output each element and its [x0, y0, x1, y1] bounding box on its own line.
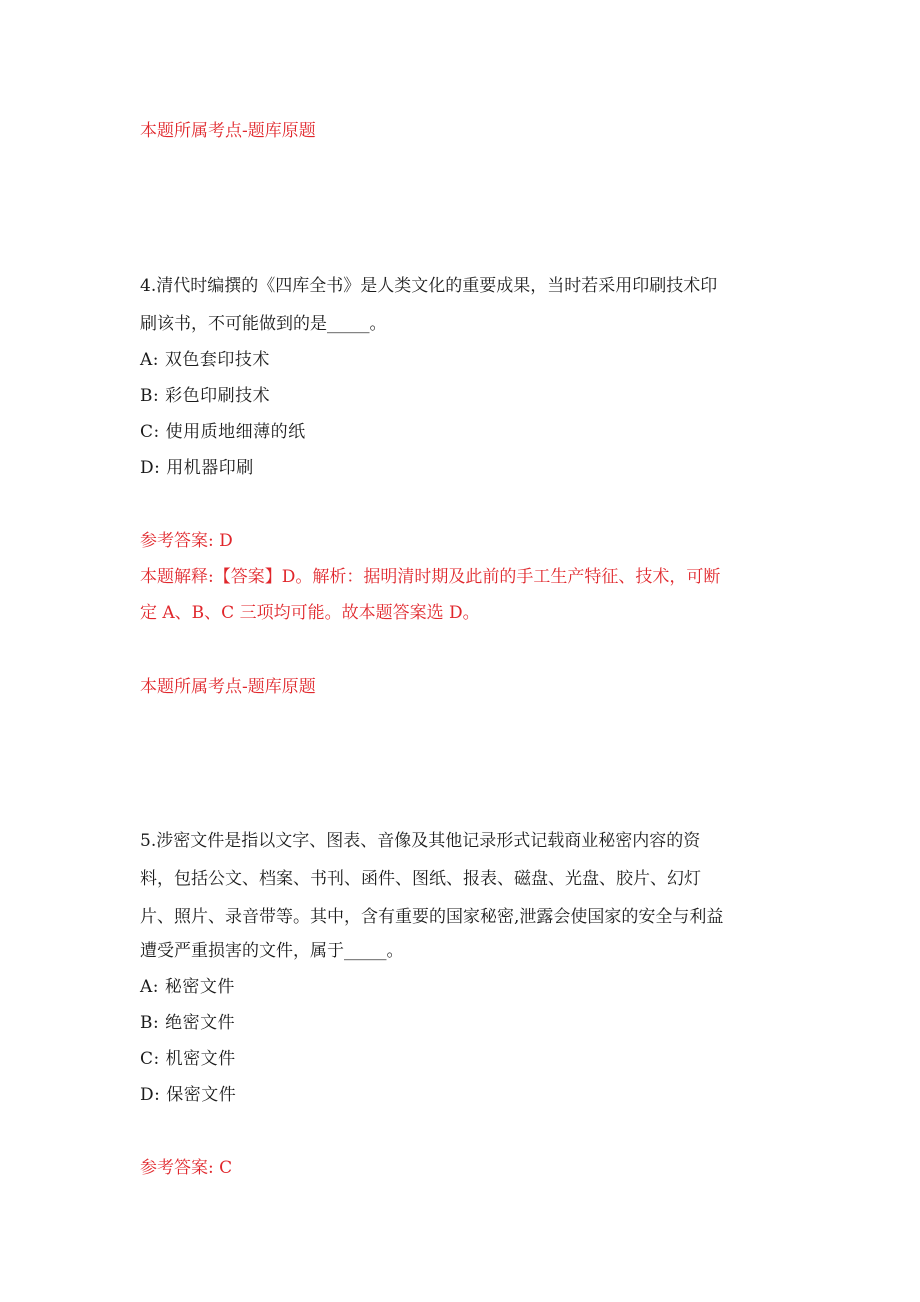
question-text-line: 4.清代时编撰的《四库全书》是人类文化的重要成果，当时若采用印刷技术印 [140, 276, 718, 296]
topic-label: 本题所属考点-题库原题 [140, 677, 316, 697]
question-text-line: 5.涉密文件是指以文字、图表、音像及其他记录形式记载商业秘密内容的资 [140, 831, 701, 851]
answer-label: 参考答案: D [140, 531, 233, 551]
topic-label: 本题所属考点-题库原题 [140, 121, 316, 141]
answer-label: 参考答案: C [140, 1158, 233, 1178]
option-b: B: 彩色印刷技术 [140, 386, 271, 406]
question-text-line: 片、照片、录音带等。其中，含有重要的国家秘密,泄露会使国家的安全与利益 [140, 907, 724, 927]
question-text-line: 料，包括公文、档案、书刊、函件、图纸、报表、磁盘、光盘、胶片、幻灯 [140, 869, 701, 889]
option-a: A: 双色套印技术 [140, 350, 270, 370]
option-b: B: 绝密文件 [140, 1013, 236, 1033]
option-c: C: 机密文件 [140, 1049, 236, 1069]
option-c: C: 使用质地细薄的纸 [140, 422, 306, 442]
question-text-line: 遭受严重损害的文件，属于_____。 [140, 941, 404, 961]
explanation-line: 定 A、B、C 三项均可能。故本题答案选 D。 [140, 603, 480, 623]
option-d: D: 保密文件 [140, 1085, 237, 1105]
question-text-line: 刷该书，不可能做到的是_____。 [140, 314, 387, 334]
option-d: D: 用机器印刷 [140, 458, 254, 478]
option-a: A: 秘密文件 [140, 977, 235, 997]
explanation-line: 本题解释:【答案】D。解析：据明清时期及此前的手工生产特征、技术，可断 [140, 567, 721, 587]
